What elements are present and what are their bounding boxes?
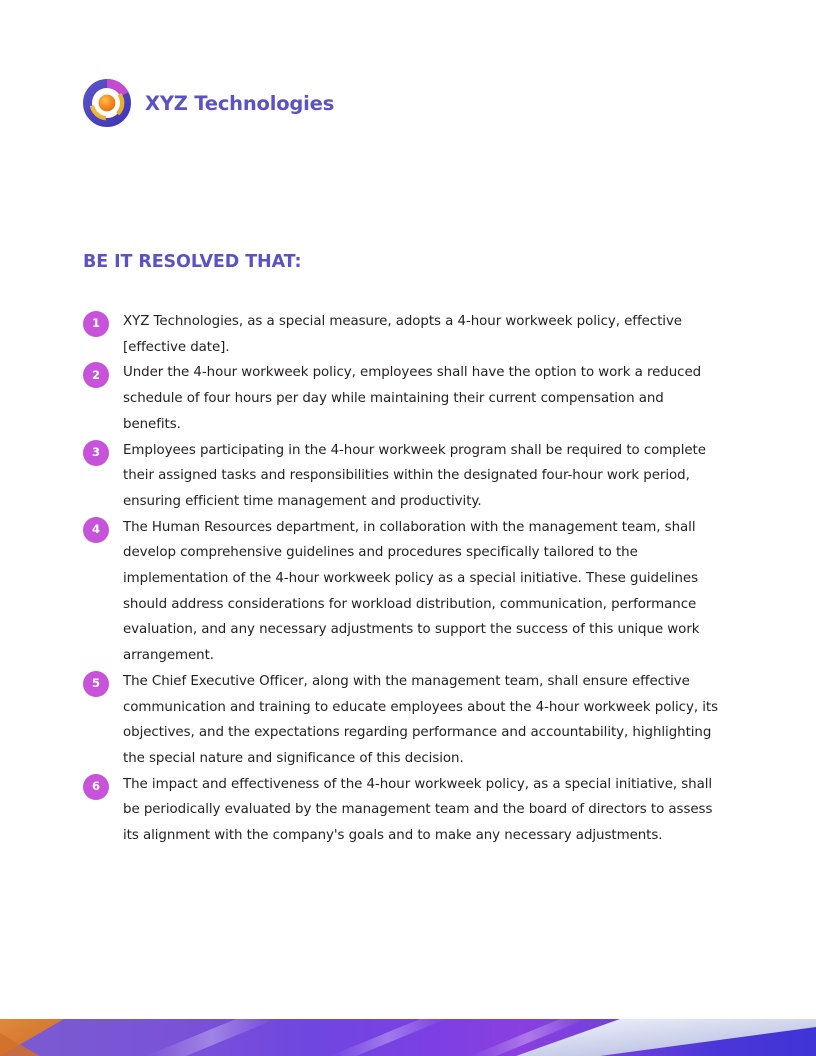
page-title: BE IT RESOLVED THAT: [83, 252, 302, 272]
list-item [83, 772, 723, 849]
list-item [83, 515, 723, 669]
item-number-badge: 6 [83, 774, 109, 800]
list-item [83, 309, 723, 360]
item-text: The impact and effectiveness of the 4-hour workweek policy, as a special initiative, shall be periodically evaluated by the management team and the board of directors to assess its alignment with the company's goals and to make any necessary adjustments. [123, 776, 713, 844]
list-item [83, 438, 723, 515]
ring-donut-logo-icon [82, 78, 132, 128]
item-number-badge: 1 [83, 311, 109, 337]
item-number-badge: 4 [83, 517, 109, 543]
resolutions-list [83, 309, 723, 849]
item-text: Employees participating in the 4-hour workweek program shall be required to complete their assigned tasks and responsibilities within the designated four-hour work period, ensuring efficient time management and productivity. [123, 442, 706, 509]
company-name: XYZ Technologies [145, 91, 335, 115]
document-header [82, 78, 334, 128]
item-text: The Chief Executive Officer, along with the management team, shall ensure effective communication and training to educate employees about the 4-hour workweek policy, its objectives, and the expectations regarding performance and accountability, highlighting the special nature and significance of this decision. [123, 673, 718, 766]
item-number-badge: 2 [83, 362, 109, 388]
item-text: Under the 4-hour workweek policy, employees shall have the option to work a reduced schedule of four hours per day while maintaining their current compensation and benefits. [123, 365, 702, 432]
item-text: The Human Resources department, in collaboration with the management team, shall develop comprehensive guidelines and procedures specifically tailored to the implementation of the 4-hour workweek policy as a special initiative. These guidelines should address considerations for workload distribution, communication, performance evaluation, and any necessary adjustments to support the success of this unique work arrangement. [123, 519, 700, 664]
item-number-badge: 3 [83, 440, 109, 466]
list-item [83, 669, 723, 772]
list-item [83, 360, 723, 437]
item-text: XYZ Technologies, as a special measure, adopts a 4-hour workweek policy, effective [effective date]. [123, 314, 682, 355]
item-number-badge: 5 [83, 671, 109, 697]
footer-decoration [0, 1019, 816, 1056]
